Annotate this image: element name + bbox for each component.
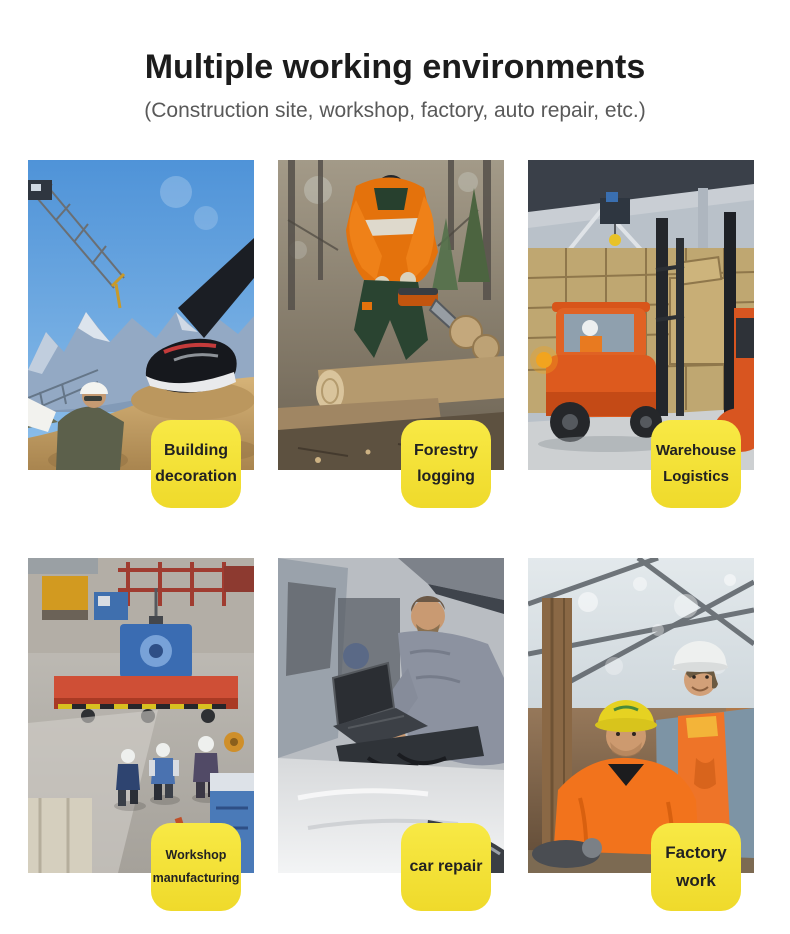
environment-grid-row-1	[28, 160, 754, 485]
badge-line: decoration	[155, 468, 237, 485]
badge-line: car repair	[409, 858, 483, 875]
label-badge-building-decoration	[151, 420, 241, 508]
environment-grid-row-2	[28, 558, 754, 890]
environment-card-forestry-logging	[278, 160, 504, 485]
badge-line: Workshop	[165, 848, 227, 862]
label-badge-factory-work	[651, 823, 741, 911]
badge-line: Forestry	[413, 442, 479, 459]
environment-card-factory-work	[528, 558, 754, 890]
environment-card-warehouse-logistics	[528, 160, 754, 485]
badge-line: Logistics	[663, 468, 729, 485]
badge-line: Warehouse	[655, 442, 737, 459]
badge-line: logging	[417, 468, 475, 485]
page-subtitle: (Construction site, workshop, factory, auto repair, etc.)	[144, 99, 646, 122]
badge-line: Factory	[665, 843, 727, 862]
label-badge-forestry-logging	[401, 420, 491, 508]
page-title: Multiple working environments	[144, 48, 646, 86]
label-badge-workshop-manufacturing	[151, 823, 241, 911]
environment-card-car-repair	[278, 558, 504, 873]
badge-line: Building	[164, 442, 228, 459]
label-badge-warehouse-logistics	[651, 420, 741, 508]
badge-line: manufacturing	[152, 871, 240, 885]
environment-card-building-decoration	[28, 160, 254, 485]
badge-line: work	[676, 871, 716, 890]
label-badge-car-repair	[401, 823, 491, 911]
environment-card-workshop-manufacturing	[28, 558, 254, 885]
